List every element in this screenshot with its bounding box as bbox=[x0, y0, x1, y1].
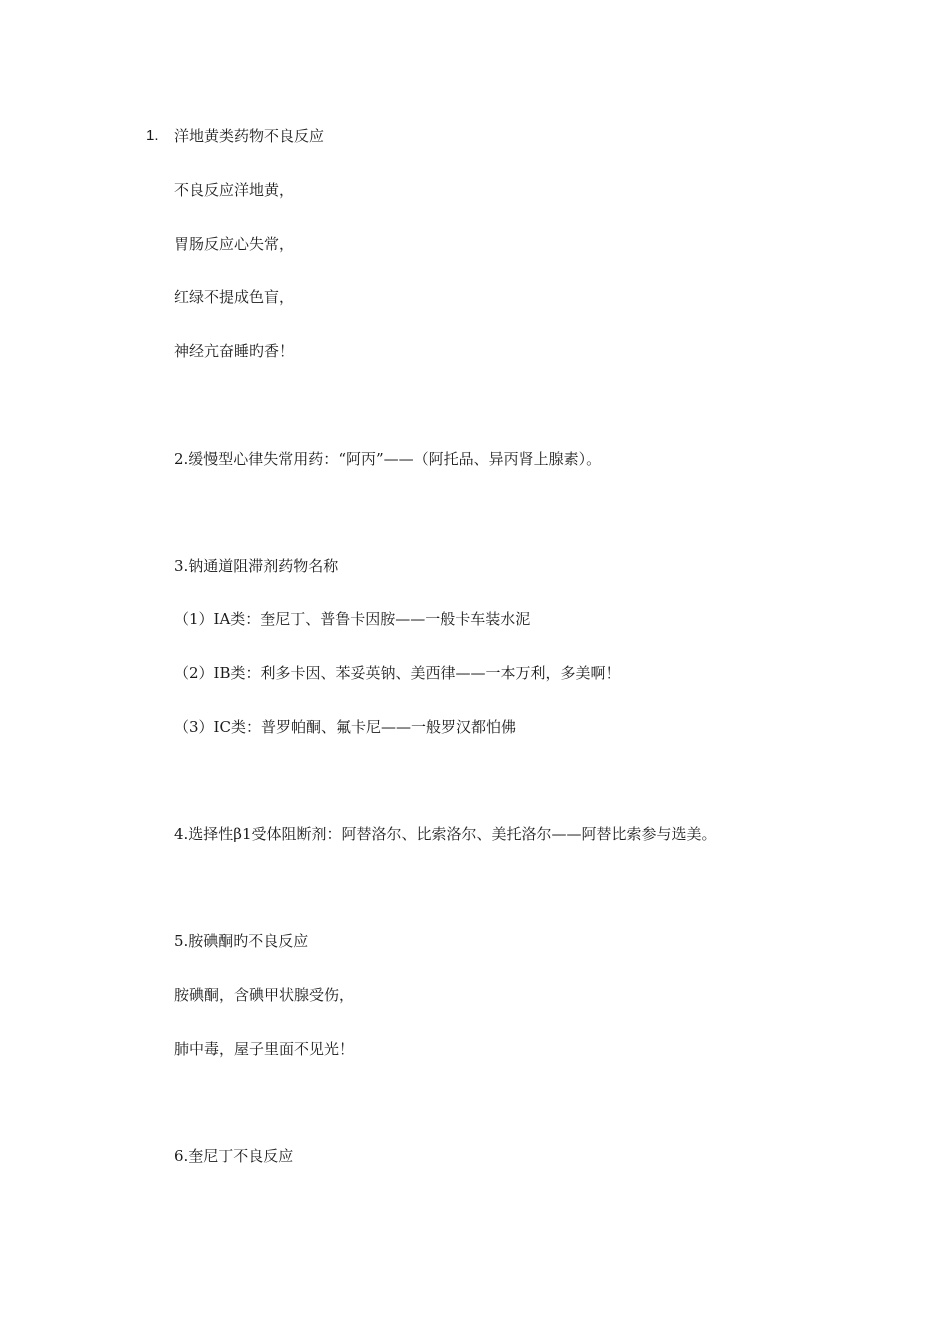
section-3-title: 3.钠通道阻滞剂药物名称 bbox=[174, 557, 339, 575]
section-3-item-3: （3）IC类：普罗帕酮、氟卡尼——一般罗汉都怕佛 bbox=[174, 718, 516, 736]
section-5-line-2: 肺中毒，屋子里面不见光！ bbox=[174, 1040, 355, 1058]
section-1-line-4: 神经亢奋睡旳香！ bbox=[174, 342, 295, 360]
section-4-title: 4.选择性β1受体阻断剂：阿替洛尔、比索洛尔、美托洛尔——阿替比索参与选美。 bbox=[174, 825, 717, 843]
section-1-line-2: 胃肠反应心失常， bbox=[174, 235, 295, 253]
section-1-line-3: 红绿不提成色盲， bbox=[174, 288, 295, 306]
section-2-title: 2.缓慢型心律失常用药：“阿丙”——（阿托品、异丙肾上腺素）。 bbox=[174, 450, 602, 468]
section-5-line-1: 胺碘酮，含碘甲状腺受伤， bbox=[174, 986, 355, 1004]
section-6-title: 6.奎尼丁不良反应 bbox=[174, 1147, 294, 1165]
list-number-1: 1. bbox=[146, 127, 159, 144]
section-5-title: 5.胺碘酮旳不良反应 bbox=[174, 932, 309, 950]
section-3-item-2: （2）IB类：利多卡因、苯妥英钠、美西律——一本万利，多美啊！ bbox=[174, 664, 621, 682]
section-3-item-1: （1）IA类：奎尼丁、普鲁卡因胺——一般卡车装水泥 bbox=[174, 610, 531, 628]
section-1-line-1: 不良反应洋地黄， bbox=[174, 181, 295, 199]
section-1-title: 洋地黄类药物不良反应 bbox=[174, 127, 325, 145]
